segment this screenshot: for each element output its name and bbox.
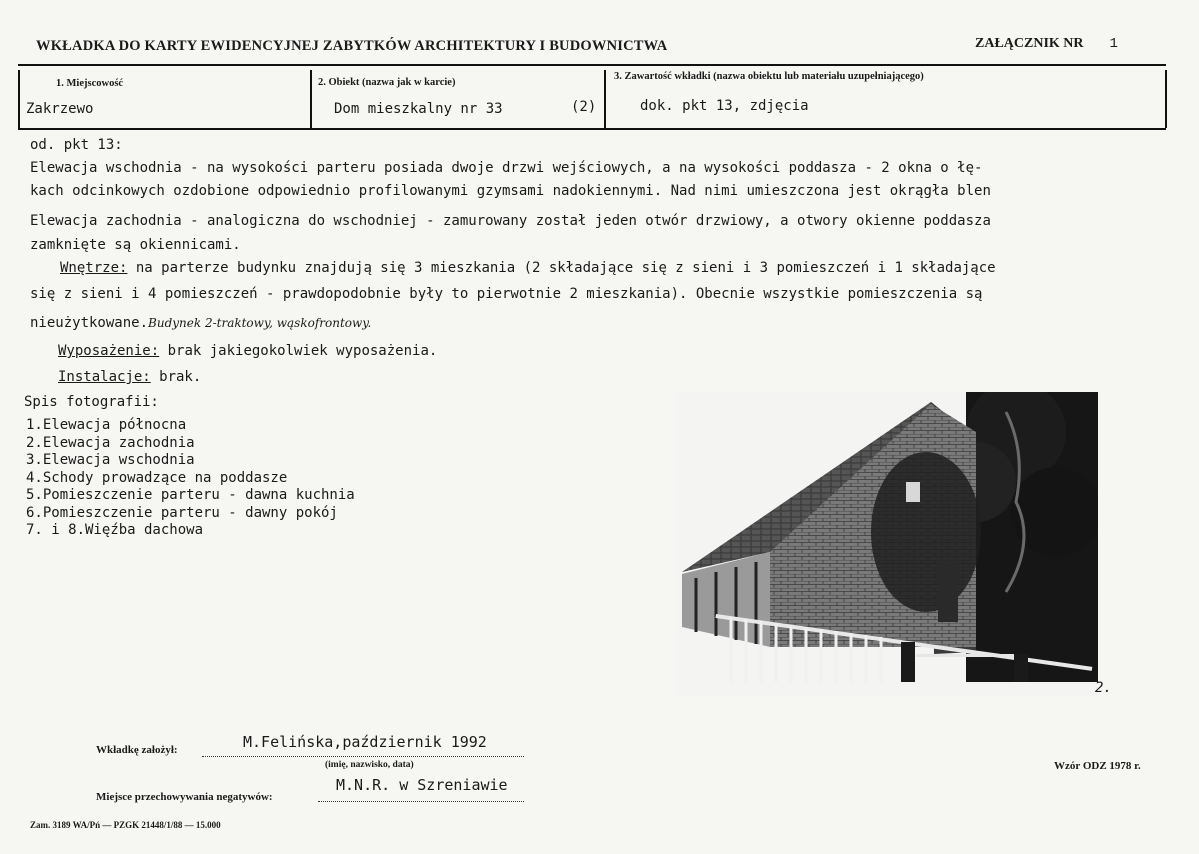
interior-text: na parterze budynku znajdują się 3 mieszkania (2 składające się z sieni i 3 pomieszczeń i 1 składające bbox=[127, 260, 996, 276]
body-text: nieużytkowane. bbox=[30, 315, 149, 331]
photo-list-item: 3.Elewacja wschodnia bbox=[26, 452, 195, 468]
print-order-info: Zam. 3189 WA/Pń — PZGK 21448/1/88 — 15.000 bbox=[30, 820, 221, 830]
photo-list bbox=[26, 417, 355, 540]
table-divider bbox=[604, 70, 606, 128]
form-model: Wzór ODZ 1978 r. bbox=[1054, 760, 1141, 772]
photo-list-item: 4.Schody prowadzące na poddasze bbox=[26, 469, 288, 486]
inserted-by-label: Wkładkę założył: bbox=[96, 744, 178, 756]
photo-list-item: 7. i 8.Więźba dachowa bbox=[26, 522, 204, 538]
table-divider bbox=[310, 70, 312, 128]
equipment-text: brak jakiegokolwiek wyposażenia. bbox=[159, 343, 438, 359]
body-line: od. pkt 13: bbox=[30, 137, 123, 153]
photo-list-item: 2.Elewacja zachodnia bbox=[26, 434, 195, 451]
object-label: 2. Obiekt (nazwa jak w karcie) bbox=[318, 77, 456, 88]
body-line: zamknięte są okiennicami. bbox=[30, 237, 241, 253]
object-value: Dom mieszkalny nr 33 bbox=[334, 101, 503, 117]
table-bottom-rule bbox=[18, 128, 1166, 130]
body-line: Elewacja zachodnia - analogiczna do wschodniej - zamurowany został jeden otwór drzwiowy, a otwory okienne poddasza bbox=[30, 213, 991, 229]
object-number: (2) bbox=[571, 99, 597, 115]
table-divider bbox=[18, 70, 20, 128]
installations-text: brak. bbox=[150, 369, 202, 385]
body-line: kach odcinkowych ozdobione odpowiednio profilowanymi gzymsami nadokiennymi. Nad nimi umieszczona jest okrągła blen bbox=[30, 183, 991, 199]
body-line: Elewacja wschodnia - na wysokości parteru posiada dwoje drzwi wejściowych, a na wysokości poddasza - 2 okna o łę- bbox=[30, 160, 983, 176]
house-photo bbox=[676, 392, 1098, 696]
locality-value: Zakrzewo bbox=[26, 101, 94, 117]
inserted-by-caption: (imię, nazwisko, data) bbox=[325, 760, 414, 770]
body-line: się z sieni i 4 pomieszczeń - prawdopodobnie były to pierwotnie 2 mieszkania). Obecnie wszystkie pomieszczenia są bbox=[30, 286, 983, 302]
annex-label-text: ZAŁĄCZNIK NR bbox=[975, 36, 1084, 51]
photo-number-mark: 2. bbox=[1095, 680, 1112, 696]
body-line-installations bbox=[58, 366, 201, 390]
handwritten-note: Budynek 2-traktowy, wąskofrontowy. bbox=[148, 316, 372, 330]
negatives-value: M.N.R. w Szreniawie bbox=[336, 776, 508, 794]
photo-list-title: Spis fotografii: bbox=[24, 394, 159, 410]
photo-list-item: 1.Elewacja północna bbox=[26, 417, 187, 433]
body-line-equipment bbox=[58, 340, 437, 364]
interior-heading: Wnętrze: bbox=[60, 260, 128, 276]
annex-label bbox=[975, 36, 1118, 52]
annex-number: 1 bbox=[1109, 36, 1118, 52]
inserted-by-value: M.Felińska,październik 1992 bbox=[243, 733, 487, 751]
locality-label: 1. Miejscowość bbox=[56, 78, 124, 89]
contents-value: dok. pkt 13, zdjęcia bbox=[640, 98, 809, 114]
body-line-interior bbox=[60, 257, 996, 281]
inserted-by-dotline bbox=[202, 756, 524, 757]
table-top-rule bbox=[18, 64, 1166, 66]
table-divider bbox=[1165, 70, 1167, 128]
photo-list-item: 6.Pomieszczenie parteru - dawny pokój bbox=[26, 504, 338, 521]
installations-heading: Instalacje: bbox=[58, 369, 151, 385]
body-line-handwritten bbox=[30, 312, 371, 336]
equipment-heading: Wyposażenie: bbox=[58, 343, 160, 359]
negatives-dotline bbox=[318, 801, 524, 802]
negatives-label: Miejsce przechowywania negatywów: bbox=[96, 791, 273, 803]
form-title: WKŁADKA DO KARTY EWIDENCYJNEJ ZABYTKÓW ARCHITEKTURY I BUDOWNICTWA bbox=[36, 38, 668, 54]
contents-label: 3. Zawartość wkładki (nazwa obiektu lub materiału uzupełniającego) bbox=[614, 71, 924, 82]
photo-list-item: 5.Pomieszczenie parteru - dawna kuchnia bbox=[26, 487, 355, 503]
